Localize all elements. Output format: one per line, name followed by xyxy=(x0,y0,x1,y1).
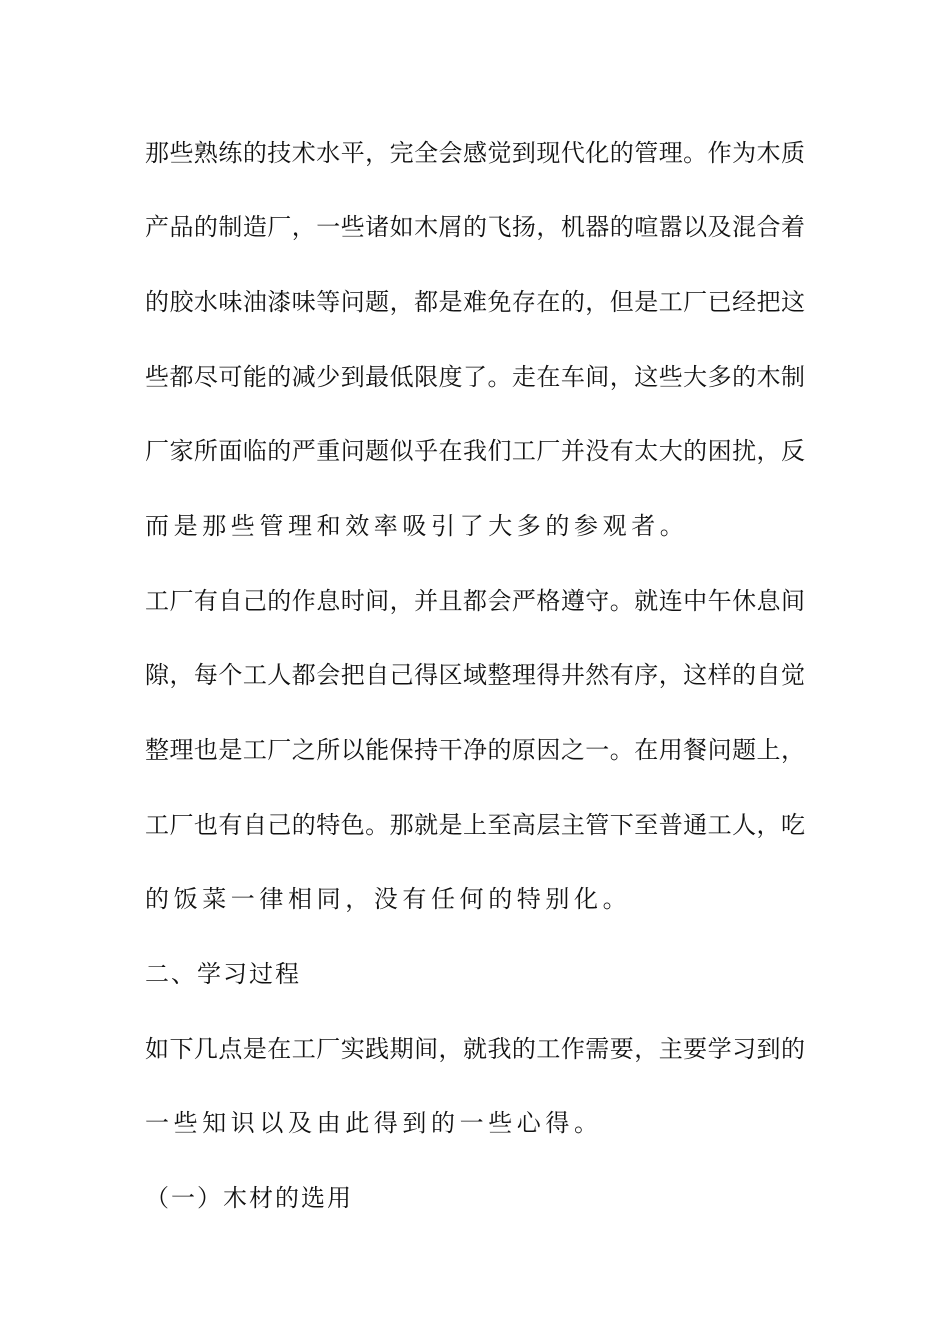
paragraph-line: 隙，每个工人都会把自己得区域整理得井然有序，这样的自觉 xyxy=(145,661,805,689)
paragraph-line: 产品的制造厂，一些诸如木屑的飞扬，机器的喧嚣以及混合着 xyxy=(145,213,805,241)
paragraph-line: 一些知识以及由此得到的一些心得。 xyxy=(145,1109,603,1137)
section-heading: 二、学习过程 xyxy=(145,960,301,988)
paragraph-line: 那些熟练的技术水平，完全会感觉到现代化的管理。作为木质 xyxy=(145,139,805,167)
paragraph-line: 的胶水味油漆味等问题，都是难免存在的，但是工厂已经把这 xyxy=(145,288,805,316)
paragraph-line: 厂家所面临的严重问题似乎在我们工厂并没有太大的困扰，反 xyxy=(145,437,805,465)
paragraph-line: 如下几点是在工厂实践期间，就我的工作需要，主要学习到的 xyxy=(145,1035,805,1063)
paragraph-line: 的饭菜一律相同，没有任何的特别化。 xyxy=(145,885,632,913)
paragraph-line: 工厂也有自己的特色。那就是上至高层主管下至普通工人，吃 xyxy=(145,811,805,839)
paragraph-line: 工厂有自己的作息时间，并且都会严格遵守。就连中午休息间 xyxy=(145,587,805,615)
subsection-heading: （一）木材的选用 xyxy=(145,1184,353,1212)
paragraph-line: 些都尽可能的减少到最低限度了。走在车间，这些大多的木制 xyxy=(145,363,805,391)
paragraph-line: 而是那些管理和效率吸引了大多的参观者。 xyxy=(145,512,689,540)
paragraph-line: 整理也是工厂之所以能保持干净的原因之一。在用餐问题上， xyxy=(145,736,805,764)
